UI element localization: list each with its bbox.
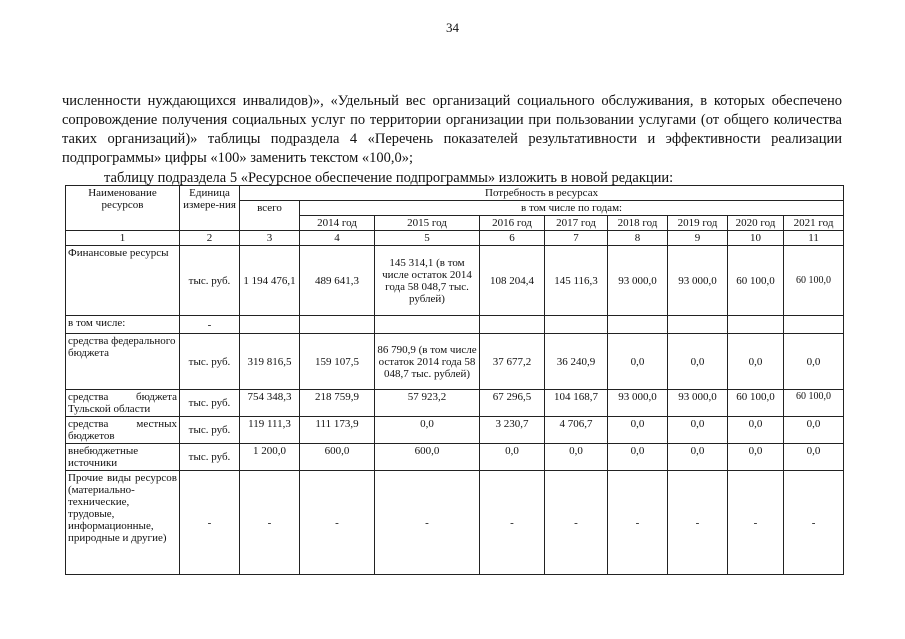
row-value: 37 677,2 (480, 334, 545, 390)
row-total: 319 816,5 (240, 334, 300, 390)
header-year: 2016 год (480, 216, 545, 231)
row-name: Прочие виды ресурсов (материально-технические, трудовые, информационные, природные и другие) (66, 471, 180, 575)
row-value: - (480, 471, 545, 575)
row-value: 104 168,7 (545, 390, 608, 417)
row-value: 93 000,0 (608, 246, 668, 316)
row-value: 218 759,9 (300, 390, 375, 417)
row-name: средства федерального бюджета (66, 334, 180, 390)
row-value: 93 000,0 (668, 246, 728, 316)
row-unit: - (180, 316, 240, 334)
column-number: 1 (66, 231, 180, 246)
row-unit: тыс. руб. (180, 444, 240, 471)
row-value (480, 316, 545, 334)
row-total: 754 348,3 (240, 390, 300, 417)
row-value: 0,0 (784, 444, 844, 471)
row-value: 0,0 (668, 444, 728, 471)
row-value: 0,0 (728, 417, 784, 444)
header-year: 2021 год (784, 216, 844, 231)
row-value: 600,0 (300, 444, 375, 471)
row-value: 145 314,1 (в том числе остаток 2014 года 58 048,7 тыс. рублей) (375, 246, 480, 316)
row-value: 0,0 (784, 334, 844, 390)
row-value (668, 316, 728, 334)
row-total: 1 194 476,1 (240, 246, 300, 316)
header-need: Потребность в ресурсах (240, 186, 844, 201)
row-value: 108 204,4 (480, 246, 545, 316)
row-value: - (545, 471, 608, 575)
row-value (545, 316, 608, 334)
column-number: 11 (784, 231, 844, 246)
row-value: - (608, 471, 668, 575)
row-value: 60 100,0 (728, 390, 784, 417)
column-number: 10 (728, 231, 784, 246)
row-value: 0,0 (728, 334, 784, 390)
table-row (66, 417, 844, 444)
table-row (66, 316, 844, 334)
row-unit: тыс. руб. (180, 390, 240, 417)
header-year: 2017 год (545, 216, 608, 231)
row-value: 111 173,9 (300, 417, 375, 444)
row-unit: - (180, 471, 240, 575)
row-total: 1 200,0 (240, 444, 300, 471)
row-value (375, 316, 480, 334)
row-total: 119 111,3 (240, 417, 300, 444)
column-number-row (66, 231, 844, 246)
header-total: всего (240, 201, 300, 231)
column-number: 7 (545, 231, 608, 246)
header-year: 2015 год (375, 216, 480, 231)
row-value: 0,0 (668, 417, 728, 444)
table-row (66, 471, 844, 575)
row-name: средства местных бюджетов (66, 417, 180, 444)
table-row (66, 334, 844, 390)
row-value: 93 000,0 (668, 390, 728, 417)
table-row (66, 246, 844, 316)
row-value: 0,0 (608, 444, 668, 471)
row-value: 86 790,9 (в том числе остаток 2014 года 58 048,7 тыс. рублей) (375, 334, 480, 390)
header-year: 2014 год (300, 216, 375, 231)
column-number: 5 (375, 231, 480, 246)
row-total: - (240, 471, 300, 575)
row-value: 145 116,3 (545, 246, 608, 316)
row-value: 489 641,3 (300, 246, 375, 316)
row-unit: тыс. руб. (180, 417, 240, 444)
table-row (66, 444, 844, 471)
column-number: 3 (240, 231, 300, 246)
row-value: 0,0 (480, 444, 545, 471)
header-year: 2020 год (728, 216, 784, 231)
row-unit: тыс. руб. (180, 334, 240, 390)
row-value: 3 230,7 (480, 417, 545, 444)
column-number: 4 (300, 231, 375, 246)
table-lead-text: таблицу подраздела 5 «Ресурсное обеспечение подпрограммы» изложить в новой редакции: (104, 170, 674, 186)
header-year: 2018 год (608, 216, 668, 231)
row-name: Финансовые ресурсы (66, 246, 180, 316)
row-value: 57 923,2 (375, 390, 480, 417)
row-value: 0,0 (545, 444, 608, 471)
row-value: - (375, 471, 480, 575)
row-value: - (728, 471, 784, 575)
row-value: 93 000,0 (608, 390, 668, 417)
row-value: 36 240,9 (545, 334, 608, 390)
row-value: 0,0 (375, 417, 480, 444)
row-value (784, 316, 844, 334)
row-name: средства бюджета Тульской области (66, 390, 180, 417)
row-value: 60 100,0 (784, 390, 844, 417)
row-name: в том числе: (66, 316, 180, 334)
row-total (240, 316, 300, 334)
row-value: - (784, 471, 844, 575)
header-name: Наименование ресурсов (66, 186, 180, 231)
resource-table (65, 185, 844, 575)
row-value: 60 100,0 (728, 246, 784, 316)
row-value: 60 100,0 (784, 246, 844, 316)
column-number: 9 (668, 231, 728, 246)
row-value: - (668, 471, 728, 575)
column-number: 8 (608, 231, 668, 246)
row-value: 0,0 (728, 444, 784, 471)
row-value: 0,0 (608, 417, 668, 444)
row-value: 600,0 (375, 444, 480, 471)
page-number: 34 (446, 20, 459, 35)
header-unit: Единица измере-ния (180, 186, 240, 231)
row-value: 0,0 (608, 334, 668, 390)
row-value (608, 316, 668, 334)
column-number: 6 (480, 231, 545, 246)
table-row (66, 390, 844, 417)
row-name: внебюджетные источники (66, 444, 180, 471)
row-value: 67 296,5 (480, 390, 545, 417)
header-by-years: в том числе по годам: (300, 201, 844, 216)
row-value: 0,0 (784, 417, 844, 444)
header-year: 2019 год (668, 216, 728, 231)
row-value (300, 316, 375, 334)
row-unit: тыс. руб. (180, 246, 240, 316)
row-value: - (300, 471, 375, 575)
row-value: 159 107,5 (300, 334, 375, 390)
row-value (728, 316, 784, 334)
row-value: 0,0 (668, 334, 728, 390)
intro-paragraph: численности нуждающихся инвалидов)», «Удельный вес организаций социального обслуживания, в которых обеспечено сопровождение получения социальных услуг по территории организации при пользовании услугами (от общего количества таких организаций)» таблицы подраздела 4 «Перечень показателей результативности и эффективности реализации подпрограммы» цифры «100» заменить текстом «100,0»; (62, 93, 842, 166)
column-number: 2 (180, 231, 240, 246)
row-value: 4 706,7 (545, 417, 608, 444)
